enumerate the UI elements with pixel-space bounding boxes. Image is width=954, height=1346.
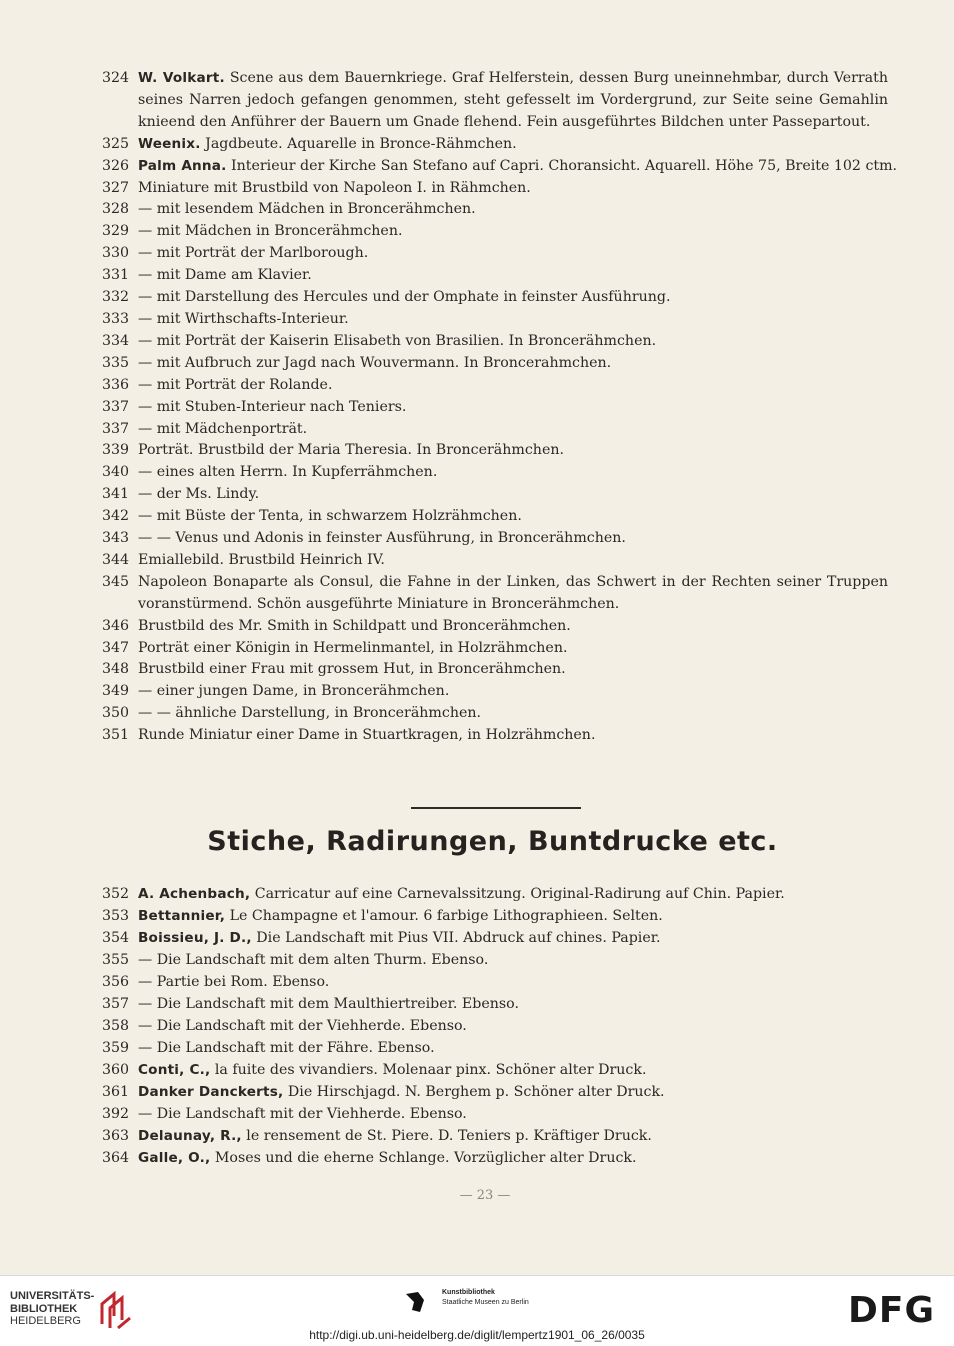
lot-description: — mit Stuben-Interieur nach Teniers. [138, 398, 407, 415]
lot-number: 351 [102, 727, 130, 744]
lot-number: 355 [102, 952, 130, 968]
catalog-entry [98, 971, 888, 993]
catalog-entry [98, 927, 888, 949]
catalog-entry [98, 1125, 888, 1147]
lot-description: — mit Porträt der Rolande. [138, 376, 333, 393]
catalog-entry [98, 993, 888, 1015]
catalog-entry [98, 287, 888, 309]
lot-number: 324 [102, 70, 130, 86]
lot-description: Brustbild einer Frau mit grossem Hut, in Broncerähmchen. [138, 661, 566, 678]
lot-number: 363 [102, 1128, 130, 1144]
catalog-entry [98, 265, 888, 287]
catalog-entry [98, 419, 888, 441]
lot-number: 326 [102, 157, 130, 174]
lot-description: Die Hirschjagd. N. Berghem p. Schöner alter Druck. [283, 1084, 665, 1100]
lot-number: 340 [102, 464, 130, 481]
university-library-logo[interactable] [10, 1290, 135, 1332]
berlin-museums-emblem-icon [404, 1290, 426, 1314]
lot-number: 344 [102, 551, 130, 568]
lot-description: Runde Miniatur einer Dame in Stuartkragen, in Holzrähmchen. [138, 727, 596, 744]
lot-description: — mit Dame am Klavier. [138, 267, 312, 284]
catalog-entry [98, 134, 888, 156]
catalog-entry [98, 331, 888, 353]
lot-number: 360 [102, 1062, 130, 1078]
uni-line-2: BIBLIOTHEK [10, 1302, 78, 1315]
lot-description: Interieur der Kirche San Stefano auf Capri. Choransicht. Aquarell. Höhe 75, Breite 102 ctm. [226, 157, 898, 174]
catalog-entry [98, 353, 888, 375]
lot-number: 325 [102, 135, 130, 152]
lot-number: 341 [102, 486, 130, 503]
catalog-entry [98, 572, 888, 616]
lot-number: 332 [102, 289, 130, 306]
lot-description: — Die Landschaft mit der Viehherde. Ebenso. [138, 1106, 467, 1122]
lot-description: Die Landschaft mit Pius VII. Abdruck auf chines. Papier. [251, 930, 661, 946]
lot-number: 358 [102, 1018, 130, 1034]
uni-line-1: UNIVERSITÄTS- [10, 1290, 95, 1302]
lot-description: — mit Porträt der Marlborough. [138, 245, 369, 262]
viewer-footer [0, 1275, 954, 1346]
artist-name: Galle, O., [138, 1150, 211, 1166]
lot-number: 356 [102, 974, 130, 990]
catalog-entry [98, 681, 888, 703]
section-title: Stiche, Radirungen, Buntdrucke etc. [207, 826, 778, 857]
lot-description: le rensement de St. Piere. D. Teniers p. Kräftiger Druck. [241, 1128, 652, 1144]
lot-description: — einer jungen Dame, in Broncerähmchen. [138, 683, 450, 700]
artist-name: Conti, C., [138, 1062, 211, 1078]
lot-description: Scene aus dem Bauernkriege. Graf Helferstein, dessen Burg uneinnehmbar, durch Verrath seines Narren jedoch gefangen genommen, steht gefesselt im Vordergrund, zur Seite seine Gemahlin knieend den Anführer der Bauern um Gnade flehend. Fein ausgeführtes Bildchen unter Passepartout. [138, 70, 888, 130]
artist-name: Boissieu, J. D., [138, 930, 252, 946]
lot-description: — mit Darstellung des Hercules und der Omphate in feinster Ausführung. [138, 289, 671, 306]
catalog-entry [98, 1037, 888, 1059]
lot-description: Emiallebild. Brustbild Heinrich IV. [138, 551, 385, 568]
lot-number: 345 [102, 573, 130, 590]
lot-number: 357 [102, 996, 130, 1012]
lot-number: 342 [102, 508, 130, 525]
lot-description: la fuite des vivandiers. Molenaar pinx. Schöner alter Druck. [210, 1062, 647, 1078]
catalog-entry [98, 949, 888, 971]
artist-name: Palm Anna. [138, 157, 227, 174]
catalog-entry [98, 309, 888, 331]
kunstbibliothek-logo[interactable] [404, 1286, 564, 1320]
artist-name: Danker Danckerts, [138, 1084, 284, 1100]
catalog-entry [98, 616, 888, 638]
lot-number: 328 [102, 201, 130, 218]
catalog-entry [98, 703, 888, 725]
lot-description: Miniature mit Brustbild von Napoleon I. in Rähmchen. [138, 179, 531, 196]
lot-number: 361 [102, 1084, 130, 1100]
catalog-entry [98, 375, 888, 397]
lot-description: — Die Landschaft mit der Fähre. Ebenso. [138, 1040, 435, 1056]
catalog-entry [98, 883, 888, 905]
lot-number: 359 [102, 1040, 130, 1056]
lot-number: 347 [102, 639, 130, 656]
lot-description: — eines alten Herrn. In Kupferrähmchen. [138, 464, 438, 481]
catalog-entry [98, 725, 888, 747]
kunstbibliothek-name [442, 1288, 529, 1308]
lot-number: 350 [102, 705, 130, 722]
catalog-list-prints [98, 883, 888, 1169]
catalog-entry [98, 397, 888, 419]
lot-number: 339 [102, 442, 130, 459]
catalog-entry [98, 1103, 888, 1125]
catalog-entry [98, 659, 888, 681]
lot-description: — — ähnliche Darstellung, in Broncerähmchen. [138, 705, 482, 722]
lot-number: 349 [102, 683, 130, 700]
catalog-entry [98, 1147, 888, 1169]
lot-number: 330 [102, 245, 130, 262]
catalog-entry [98, 1015, 888, 1037]
lot-number: 337 [102, 420, 130, 437]
lot-number: 354 [102, 930, 130, 946]
artist-name: A. Achenbach, [138, 886, 251, 902]
catalog-list-paintings [98, 68, 898, 747]
lot-description: Carricatur auf eine Carnevalssitzung. Original-Radirung auf Chin. Papier. [250, 886, 785, 902]
catalog-entry [98, 550, 888, 572]
lot-number: 336 [102, 376, 130, 393]
catalog-entry [98, 638, 888, 660]
page-number: — 23 — [459, 1188, 511, 1203]
catalog-entry [98, 528, 888, 550]
kb-line-2: Staatliche Museen zu Berlin [442, 1299, 529, 1306]
artist-name: Bettannier, [138, 908, 226, 924]
catalog-entry [98, 506, 888, 528]
lot-description: Brustbild des Mr. Smith in Schildpatt und Broncerähmchen. [138, 617, 571, 634]
uni-line-3: HEIDELBERG [10, 1315, 81, 1327]
lot-description: — mit Porträt der Kaiserin Elisabeth von Brasilien. In Broncerähmchen. [138, 332, 657, 349]
lot-description: — mit Aufbruch zur Jagd nach Wouvermann. In Broncerahmchen. [138, 354, 612, 371]
artist-name: Weenix. [138, 135, 201, 152]
catalog-entry [98, 905, 888, 927]
lot-description: — mit lesendem Mädchen in Broncerähmchen. [138, 201, 476, 218]
artist-name: W. Volkart. [138, 70, 225, 86]
lot-description: Moses und die eherne Schlange. Vorzüglicher alter Druck. [210, 1150, 637, 1166]
catalog-entry [98, 199, 888, 221]
catalog-entry [98, 462, 888, 484]
catalog-entry [98, 440, 888, 462]
dfg-logo[interactable]: DFG [848, 1290, 936, 1331]
lot-number: 327 [102, 179, 130, 196]
lot-number: 331 [102, 267, 130, 284]
lot-description: — — Venus und Adonis in feinster Ausführung, in Broncerähmchen. [138, 530, 626, 547]
lot-description: — Die Landschaft mit dem Maulthiertreiber. Ebenso. [138, 996, 519, 1012]
lot-number: 337 [102, 398, 130, 415]
catalog-entry [98, 68, 888, 134]
kb-line-1: Kunstbibliothek [442, 1289, 495, 1296]
lot-description: — der Ms. Lindy. [138, 486, 260, 503]
lot-description: — mit Wirthschafts-Interieur. [138, 310, 349, 327]
lot-description: Jagdbeute. Aquarelle in Bronce-Rähmchen. [200, 135, 517, 152]
permalink-url[interactable]: http://digi.ub.uni-heidelberg.de/diglit/lempertz1901_06_26/0035 [309, 1328, 645, 1342]
lot-description: Napoleon Bonaparte als Consul, die Fahne in der Linken, das Schwert in der Rechten seiner Truppen voranstürmend. Schön ausgeführte Miniature in Broncerähmchen. [138, 573, 888, 612]
lot-number: 335 [102, 354, 130, 371]
university-emblem-icon [98, 1290, 138, 1330]
lot-description: — Die Landschaft mit dem alten Thurm. Ebenso. [138, 952, 489, 968]
catalog-entry [98, 243, 888, 265]
lot-description: — mit Mädchen in Broncerähmchen. [138, 223, 403, 240]
lot-number: 364 [102, 1150, 130, 1166]
lot-number: 334 [102, 332, 130, 349]
lot-number: 348 [102, 661, 130, 678]
lot-number: 392 [102, 1106, 130, 1122]
lot-number: 353 [102, 908, 130, 924]
lot-description: — mit Mädchenporträt. [138, 420, 308, 437]
lot-number: 343 [102, 530, 130, 547]
artist-name: Delaunay, R., [138, 1128, 242, 1144]
catalog-entry [98, 1081, 888, 1103]
lot-number: 346 [102, 617, 130, 634]
lot-description: — Die Landschaft mit der Viehherde. Ebenso. [138, 1018, 467, 1034]
university-library-name [10, 1290, 94, 1328]
catalog-entry [98, 484, 888, 506]
catalog-entry [98, 1059, 888, 1081]
catalog-entry [98, 221, 888, 243]
lot-description: — mit Büste der Tenta, in schwarzem Holzrähmchen. [138, 508, 522, 525]
lot-description: Le Champagne et l'amour. 6 farbige Lithographieen. Selten. [225, 908, 663, 924]
lot-number: 352 [102, 886, 130, 902]
lot-number: 329 [102, 223, 130, 240]
catalog-entry [98, 156, 898, 178]
lot-description: — Partie bei Rom. Ebenso. [138, 974, 330, 990]
lot-number: 333 [102, 310, 130, 327]
lot-description: Porträt. Brustbild der Maria Theresia. In Broncerähmchen. [138, 442, 564, 459]
catalog-entry [98, 178, 888, 200]
lot-description: Porträt einer Königin in Hermelinmantel, in Holzrähmchen. [138, 639, 568, 656]
section-divider [411, 807, 581, 809]
